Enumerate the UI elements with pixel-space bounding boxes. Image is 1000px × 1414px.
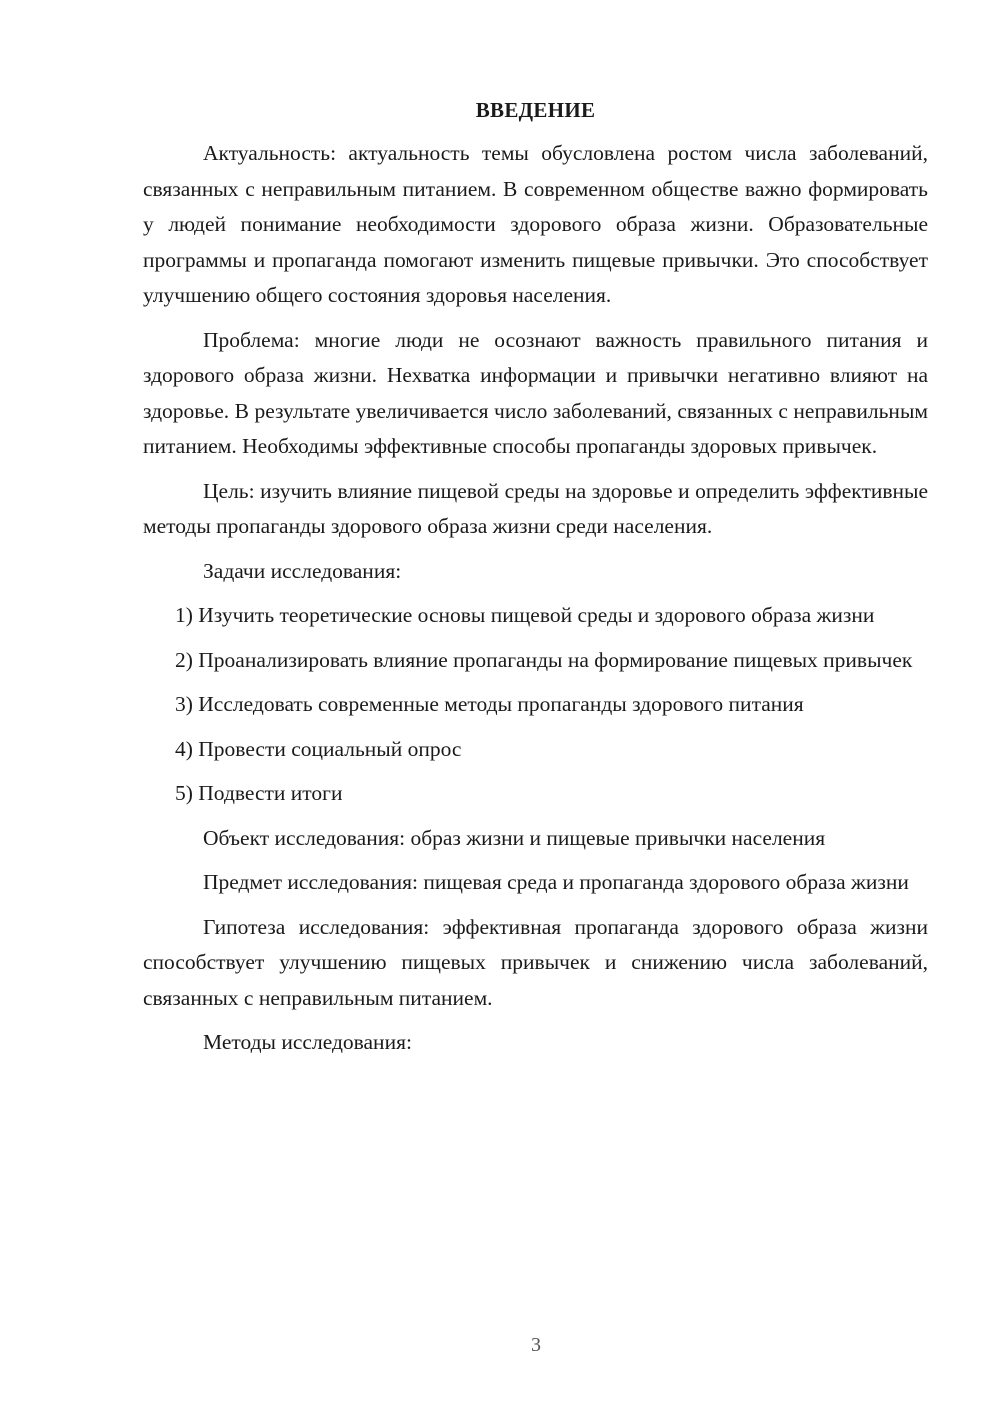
list-item-task-2: 2) Проанализировать влияние пропаганды на формирование пищевых привычек: [175, 647, 913, 672]
list-item-task-5: 5) Подвести итоги: [175, 781, 343, 805]
paragraph-methods: Методы исследования:: [203, 1030, 412, 1054]
list-item-task-4: 4) Провести социальный опрос: [175, 736, 462, 761]
paragraph-subject: Предмет исследования: пищевая среда и пропаганда здорового образа жизни: [203, 870, 909, 894]
tasks-list: [143, 598, 928, 812]
paragraph-tasks-heading: Задачи исследования:: [203, 558, 402, 583]
page-number: 3: [531, 1334, 541, 1356]
paragraph-goal: Цель: изучить влияние пищевой среды на здоровье и определить эффективные методы пропаганды здорового образа жизни среди населения.: [143, 478, 928, 538]
paragraph-problem: Проблема: многие люди не осознают важность правильного питания и здорового образа жизни. Нехватка информации и привычки негативно влияют на здоровье. В результате увеличивается число заболеваний, связанных с неправильным питанием. Необходимы эффективные способы пропаганды здоровых привычек.: [143, 327, 928, 458]
list-item-task-1: 1) Изучить теоретические основы пищевой среды и здорового образа жизни: [175, 603, 875, 627]
page-content: [143, 96, 928, 1070]
paragraph-relevance: Актуальность: актуальность темы обусловлена ростом числа заболеваний, связанных с неправильным питанием. В современном обществе важно формировать у людей понимание необходимости здорового образа жизни. Образовательные программы и пропаганда помогают изменить пищевые привычки. Это способствует улучшению общего состояния здоровья населения.: [143, 141, 928, 307]
paragraph-hypothesis: Гипотеза исследования: эффективная пропаганда здорового образа жизни способствует улучшению пищевых привычек и снижению числа заболеваний, связанных с неправильным питанием.: [143, 914, 928, 1010]
list-item-task-3: 3) Исследовать современные методы пропаганды здорового питания: [175, 692, 804, 716]
page-title: ВВЕДЕНИЕ: [475, 98, 596, 122]
paragraph-object: Объект исследования: образ жизни и пищевые привычки населения: [203, 825, 826, 850]
